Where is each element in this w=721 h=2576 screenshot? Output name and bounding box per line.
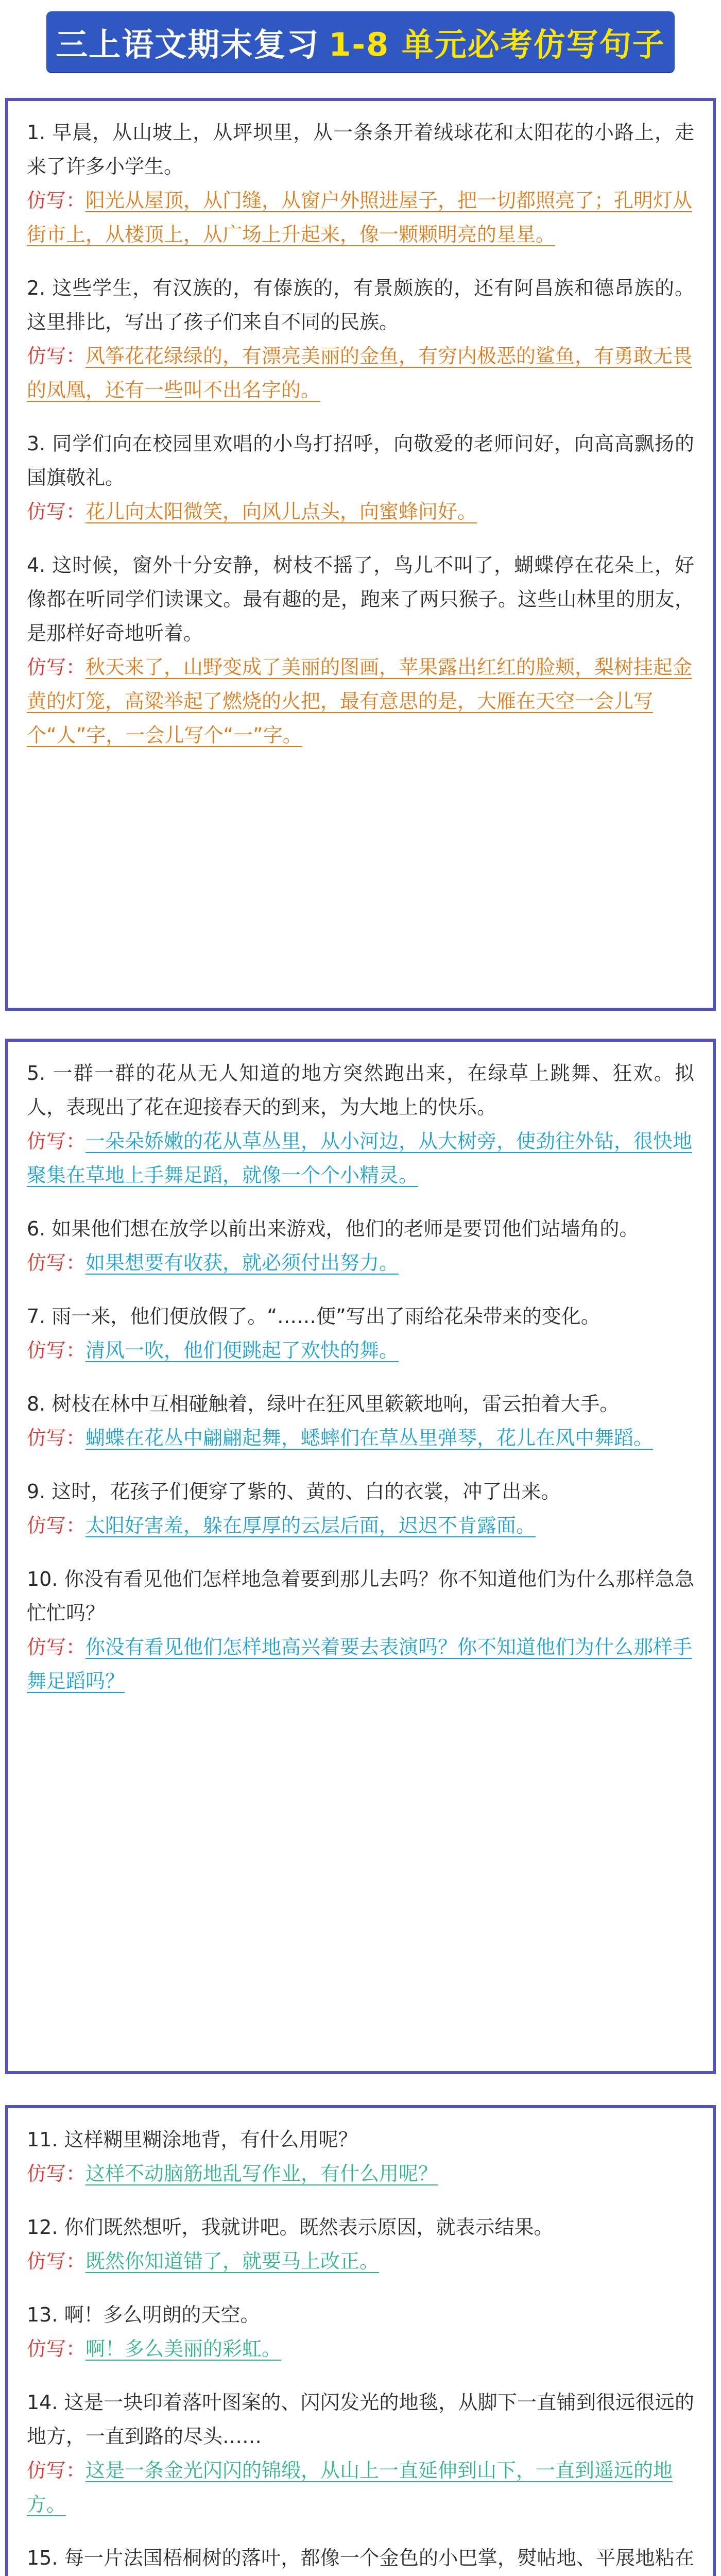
answer-label: 仿写： — [27, 1339, 86, 1362]
original-sentence: 4. 这时候，窗外十分安静，树枝不摇了，鸟儿不叫了，蝴蝶停在花朵上，好像都在听同学们读课文。最有趣的是，跑来了两只猴子。这些山林里的朋友，是那样好奇地听着。 — [27, 554, 694, 645]
answer-label: 仿写： — [27, 1636, 86, 1658]
sentence-item-8 — [27, 1387, 694, 1455]
original-sentence: 15. 每一片法国梧桐树的落叶，都像一个金色的小巴掌，熨帖地、平展地粘在 — [27, 2547, 694, 2569]
answer-label: 仿写： — [27, 2162, 86, 2185]
imitation-sentence — [27, 2244, 694, 2278]
original-sentence: 6. 如果他们想在放学以前出来游戏，他们的老师是要罚他们站墙角的。 — [27, 1217, 639, 1240]
imitation-sentence — [27, 1509, 694, 1543]
sentence-item-10 — [27, 1562, 694, 1698]
sentence-item-2 — [27, 271, 694, 407]
imitation-sentence — [27, 1421, 694, 1455]
imitation-sentence — [27, 495, 694, 529]
original-sentence: 2. 这些学生，有汉族的，有傣族的，有景颇族的，还有阿昌族和德昂族的。这里排比，写出了孩子们来自不同的民族。 — [27, 277, 694, 333]
original-sentence: 8. 树枝在林中互相碰触着，绿叶在狂风里簌簌地响，雷云拍着大手。 — [27, 1393, 620, 1415]
imitation-text: 清风一吹，他们便跳起了欢快的舞。 — [85, 1339, 399, 1362]
original-sentence: 5. 一群一群的花从无人知道的地方突然跑出来，在绿草上跳舞、狂欢。拟人，表现出了花在迎接春天的到来，为大地上的快乐。 — [27, 1062, 694, 1118]
original-sentence: 11. 这样糊里糊涂地背，有什么用呢？ — [27, 2128, 358, 2151]
sentence-item-12 — [27, 2210, 694, 2278]
imitation-text: 这是一条金光闪闪的锦缎，从山上一直延伸到山下，一直到遥远的地方。 — [27, 2459, 673, 2516]
original-sentence: 10. 你没有看见他们怎样地急着要到那儿去吗？你不知道他们为什么那样急急忙忙吗？ — [27, 1568, 694, 1624]
answer-label: 仿写： — [27, 1130, 86, 1153]
imitation-text: 如果想要有收获，就必须付出努力。 — [85, 1251, 399, 1274]
original-sentence: 1. 早晨，从山坡上，从坪坝里，从一条条开着绒球花和太阳花的小路上，走来了许多小学生。 — [27, 121, 694, 178]
sentence-item-1 — [27, 115, 694, 251]
imitation-text: 一朵朵娇嫩的花从草丛里，从小河边，从大树旁，使劲往外钻，很快地聚集在草地上手舞足蹈，就像一个个小精灵。 — [27, 1130, 693, 1187]
answer-label: 仿写： — [27, 1251, 86, 1274]
imitation-text: 太阳好害羞，躲在厚厚的云层后面，迟迟不肯露面。 — [85, 1514, 536, 1537]
sentence-item-3 — [27, 427, 694, 529]
imitation-sentence — [27, 2157, 694, 2191]
imitation-text: 阳光从屋顶，从门缝，从窗户外照进屋子，把一切都照亮了；孔明灯从街市上，从楼顶上，从广场上升起来，像一颗颗明亮的星星。 — [27, 189, 693, 246]
sentence-item-15 — [27, 2541, 694, 2576]
imitation-text: 既然你知道错了，就要马上改正。 — [85, 2250, 380, 2273]
sentence-item-5 — [27, 1056, 694, 1192]
original-sentence: 14. 这是一块印着落叶图案的、闪闪发光的地毯，从脚下一直铺到很远很远的地方，一直到路的尽头…… — [27, 2391, 694, 2448]
title-highlight: 1-8 单元必考仿写句子 — [329, 25, 665, 63]
sentence-item-9 — [27, 1475, 694, 1543]
imitation-sentence — [27, 339, 694, 407]
imitation-sentence — [27, 650, 694, 752]
imitation-sentence — [27, 2332, 694, 2366]
imitation-sentence — [27, 2453, 694, 2521]
answer-label: 仿写： — [27, 500, 86, 523]
sentence-item-4 — [27, 548, 694, 752]
sentence-item-14 — [27, 2385, 694, 2521]
sentence-item-7 — [27, 1299, 694, 1367]
original-sentence: 3. 同学们向在校园里欢唱的小鸟打招呼，向敬爱的老师问好，向高高飘扬的国旗敬礼。 — [27, 432, 694, 489]
answer-label: 仿写： — [27, 345, 86, 367]
imitation-sentence — [27, 1630, 694, 1698]
imitation-sentence — [27, 1246, 694, 1280]
section-units-1 — [5, 98, 716, 1011]
answer-label: 仿写： — [27, 2250, 86, 2273]
imitation-sentence — [27, 1333, 694, 1367]
answer-label: 仿写： — [27, 2337, 86, 2360]
answer-label: 仿写： — [27, 1514, 86, 1537]
original-sentence: 12. 你们既然想听，我就讲吧。既然表示原因，就表示结果。 — [27, 2216, 554, 2239]
imitation-text: 这样不动脑筋地乱写作业，有什么用呢？ — [85, 2162, 438, 2185]
imitation-text: 蝴蝶在花丛中翩翩起舞，蟋蟀们在草丛里弹琴，花儿在风中舞蹈。 — [85, 1427, 654, 1449]
answer-label: 仿写： — [27, 656, 86, 679]
imitation-text: 风筝花花绿绿的，有漂亮美丽的金鱼，有穷内极恶的鲨鱼，有勇敢无畏的凤凰，还有一些叫不出名字的。 — [27, 345, 693, 401]
imitation-text: 啊！多么美丽的彩虹。 — [85, 2337, 282, 2360]
imitation-text: 花儿向太阳微笑，向风儿点头，向蜜蜂问好。 — [85, 500, 477, 523]
section-units-3 — [5, 2105, 716, 2576]
imitation-sentence — [27, 183, 694, 251]
sentence-item-11 — [27, 2123, 694, 2191]
title-main: 三上语文期末复习 — [56, 25, 320, 63]
imitation-text: 你没有看见他们怎样地高兴着要去表演吗？你不知道他们为什么那样手舞足蹈吗？ — [27, 1636, 693, 1692]
sentence-item-6 — [27, 1212, 694, 1280]
title-banner — [46, 11, 675, 72]
section-units-2 — [5, 1039, 716, 2074]
imitation-text: 秋天来了，山野变成了美丽的图画，苹果露出红红的脸颊，梨树挂起金黄的灯笼，高粱举起了燃烧的火把，最有意思的是，大雁在天空一会儿写个“人”字，一会儿写个“一”字。 — [27, 656, 693, 747]
original-sentence: 7. 雨一来，他们便放假了。“……便”写出了雨给花朵带来的变化。 — [27, 1305, 600, 1328]
answer-label: 仿写： — [27, 189, 86, 212]
answer-label: 仿写： — [27, 2459, 86, 2482]
imitation-sentence — [27, 1124, 694, 1192]
sentence-item-13 — [27, 2298, 694, 2366]
original-sentence: 13. 啊！多么明朗的天空。 — [27, 2303, 260, 2326]
original-sentence: 9. 这时，花孩子们便穿了紫的、黄的、白的衣裳，冲了出来。 — [27, 1480, 561, 1503]
answer-label: 仿写： — [27, 1427, 86, 1449]
